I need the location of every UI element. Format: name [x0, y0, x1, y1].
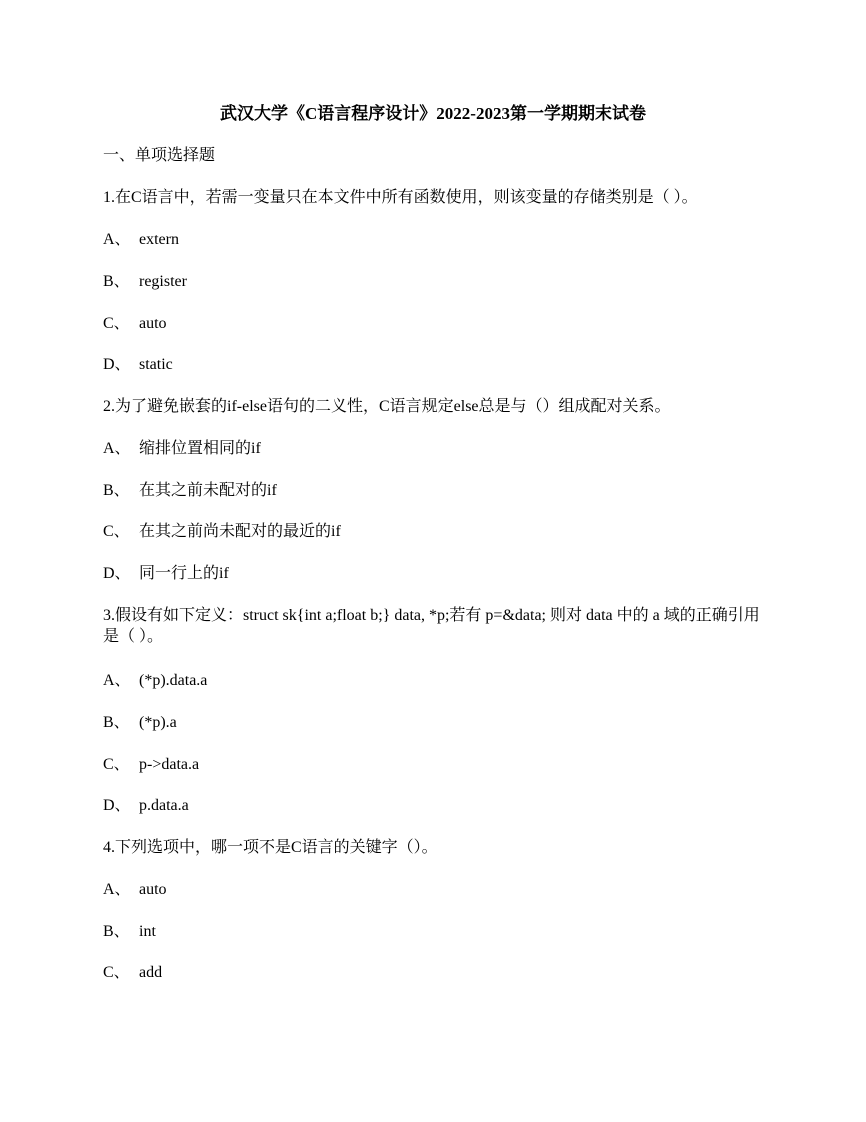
option-text: p.data.a [139, 797, 189, 814]
option-text: static [139, 356, 173, 373]
option-label: B、 [103, 714, 130, 731]
option-2c [103, 521, 341, 542]
option-label: D、 [103, 356, 131, 373]
option-label: A、 [103, 231, 131, 248]
option-text: p->data.a [139, 756, 200, 773]
option-2a [103, 438, 261, 459]
option-3d [103, 795, 189, 816]
option-1b [103, 271, 187, 292]
section-heading: 一、单项选择题 [103, 147, 216, 164]
option-label: B、 [103, 273, 130, 290]
option-text: 在其之前尚未配对的最近的if [139, 523, 341, 540]
question-3: 3.假设有如下定义：struct sk{int a;float b;} data, *p;若有 p=&data; 则对 data 中的 a 域的正确引用是（ ）。 [103, 607, 760, 645]
option-4a [103, 879, 167, 900]
option-label: A、 [103, 440, 131, 457]
option-text: auto [139, 881, 167, 898]
option-3a [103, 670, 207, 691]
option-label: A、 [103, 672, 131, 689]
option-label: D、 [103, 797, 131, 814]
question-1: 1.在C语言中，若需一变量只在本文件中所有函数使用，则该变量的存储类别是（ ）。 [103, 189, 698, 206]
question-2: 2.为了避免嵌套的if-else语句的二义性，C语言规定else总是与（）组成配对关系。 [103, 398, 671, 415]
option-1d [103, 354, 173, 375]
option-label: C、 [103, 964, 130, 981]
option-label: C、 [103, 315, 130, 332]
option-2b [103, 480, 277, 501]
option-label: C、 [103, 523, 130, 540]
option-label: C、 [103, 756, 130, 773]
option-3b [103, 712, 177, 733]
option-text: extern [139, 231, 179, 248]
option-label: B、 [103, 482, 130, 499]
question-4: 4.下列选项中，哪一项不是C语言的关键字（）。 [103, 839, 438, 856]
option-text: (*p).a [139, 714, 177, 731]
option-4b [103, 921, 156, 942]
option-2d [103, 563, 229, 584]
option-text: add [139, 964, 163, 981]
option-label: D、 [103, 565, 131, 582]
option-label: A、 [103, 881, 131, 898]
option-text: 缩排位置相同的if [139, 440, 261, 457]
option-text: (*p).data.a [139, 672, 208, 689]
option-text: 同一行上的if [139, 565, 229, 582]
option-1c [103, 313, 167, 334]
document-title: 武汉大学《C语言程序设计》2022-2023第一学期期末试卷 [220, 104, 646, 123]
option-text: 在其之前未配对的if [139, 482, 277, 499]
option-4c [103, 962, 162, 983]
option-1a [103, 229, 179, 250]
option-label: B、 [103, 923, 130, 940]
option-3c [103, 754, 199, 775]
option-text: int [139, 923, 156, 940]
option-text: register [139, 273, 187, 290]
option-text: auto [139, 315, 167, 332]
